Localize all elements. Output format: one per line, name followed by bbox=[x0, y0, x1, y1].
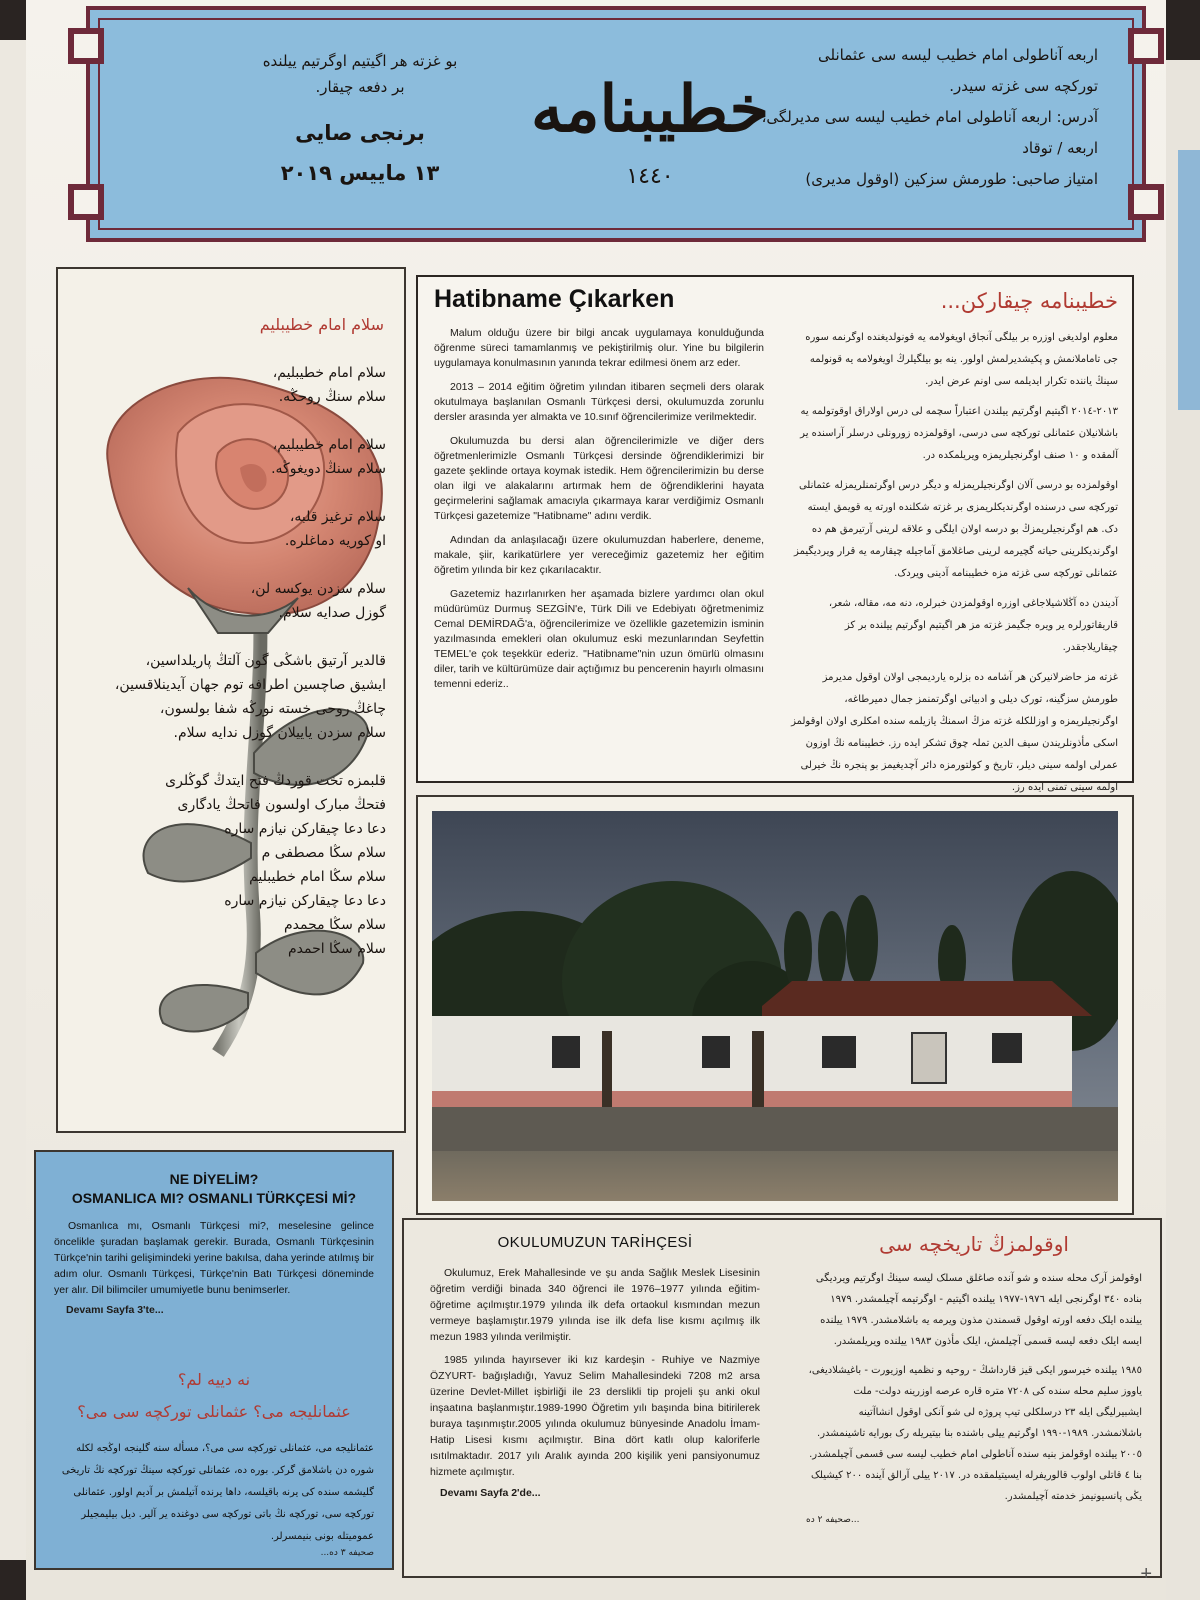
box-title-line: OSMANLICA MI? OSMANLI TÜRKÇESİ Mİ? bbox=[71, 1190, 357, 1206]
poem-line: چاغڭ روحی خسته نورڭه شفا بولسون، bbox=[159, 701, 386, 717]
continued-note: Devamı Sayfa 3'te... bbox=[66, 1304, 164, 1316]
address-line: اربعه / توقاد bbox=[1022, 139, 1098, 157]
publisher-line: تورکچه سی غزته سیدر. bbox=[949, 77, 1098, 95]
article-ottoman bbox=[788, 289, 1118, 807]
poem-body bbox=[114, 361, 386, 961]
frame-ornament bbox=[1128, 28, 1164, 64]
history-ottoman bbox=[806, 1232, 1142, 1525]
article-paragraph-ottoman: غزته مز حاضرلانیرکن هر آشامه ده بزلره یاردیمجی اولان اوقول مدیرمز طورمش سزگینه، تورک دیلی و ادبیاتی اوگرتمنمز جمال دمیرطاغه، اوگرنجیلریمزه و اوزللکله غزته مزڭ اسمنڭ یازیلمه سنده امکلری اولان اوقولمز اسکی مأذونلریندن سیف الدین تملہ چوق تشکر ایده رز. خطیبنامه نڭ اوزون عمرلی اولمه سینی دیلر، تاریخ و کولتورمزه دائر آچدیغیمز بو پنجره نڭ خیرلی اولمه سینی تمنی ایده رز. bbox=[791, 672, 1118, 793]
box-title bbox=[54, 1170, 374, 1208]
poem-line: او کوریه دماغلره. bbox=[284, 533, 386, 549]
article-paragraph: Adından da anlaşılacağı üzere okulumuzdan haberlere, deneme, makale, şiir, karikatürlere yer vereceğimiz gazetemiz her eğitim öğretim yılında bir kez çıkarılacaktır. bbox=[434, 534, 764, 576]
poem-line: سلام امام خطیبلیم، bbox=[272, 365, 386, 381]
poem-line: گوزل صدایه سلام. bbox=[278, 605, 386, 621]
box-title-line-ottoman: نه دییه لم؟ bbox=[177, 1370, 251, 1389]
box-paragraph-ottoman: عثمانلیجه می، عثمانلی تورکچه سی می؟، مسأله سنه گلینجه اوڭجه لکله شوره دن باشلامق گرکر. بوره ده، عثمانلی تورکچه سینڭ تورکچه نڭ تاریخی گلیشمه سنده کی یرنه باقیلسه، داها یرنده آتیلمش بر آدیم اولور. عثمانلی تورکچه سی، تورکچه نڭ باتی تورکچه سی دوغنده یر آلیر. دیل بیلیمجیلر عمومیتله بونی بنیمسرلر. bbox=[61, 1443, 374, 1542]
history-paragraph-ottoman: اوقولمز آرک محله سنده و شو آنده صاغلق مسلک لیسه سینڭ اوگرتیم ویردیگی بناده ٣٤٠ اوگرنجی ایله ١٩٧٦-١٩٧٧ ییلنده اگیتیم - اوگرتیمه آچیلمشدر. ١٩٧٩ ییلنده ایلک دفعه اورته اوقول قسمندن مذون ویرمه یه باشلامشدر. ١٩٧٩ ییلنده ایسه ایلک دفعه لیسه قسمی آچیلمش، ایلک مأذون ١٩٨٣ ییلنده ویریلمشدر. bbox=[815, 1273, 1142, 1347]
poem-line: قلبمزه تخت قوردڭ فتح ایتدڭ گوڭلری bbox=[165, 773, 386, 789]
frame-ornament bbox=[68, 28, 104, 64]
poem-line: سلام امام خطیبلیم، bbox=[272, 437, 386, 453]
box-paragraph: Osmanlıca mı, Osmanlı Türkçesi mi?, meselesine gelince öncelikle şuradan başlamak gerekir. Burada, Osmanlı Türkçesinin Türkçe'nin tarihi gelişimindeki yerine bakılsa, daha yerinde atılmış bir adım olur. Osmanlı Türkçesi, Türkçe'nin Batı Türkçesi döneminde yer alır. Dil bilimciler umumiyetle bunu benimserler. bbox=[54, 1220, 374, 1296]
article-title: Hatibname Çıkarken bbox=[434, 285, 675, 313]
address-line: آدرس: اربعه آناطولی امام خطیب لیسه سی مدیرلگی، bbox=[761, 108, 1098, 126]
poem-line: سلام سڭا امام خطیبلیم bbox=[249, 869, 386, 885]
poem-title: سلام امام خطیبلیم bbox=[259, 315, 384, 334]
frequency-line: بر دفعه چیقار. bbox=[315, 78, 405, 96]
stanza-gap bbox=[136, 481, 386, 505]
stanza-gap bbox=[136, 409, 386, 433]
article-paragraph: Gazetemiz hazırlanırken her aşamada bizlere yardımcı olan okul müdürümüz Durmuş SEZGİN'e, Türk Dili ve Edebiyatı öğretmenimiz Cemal DEMİRDAĞ'a, öğrencilerimize ve özellikle gazetemizin isminin yazılmasında emekleri olan okulumuz eski mezunlarından Seyfettin TEMEL'e çok teşekkür ederiz. "Hatibname"nin uzun ömürlü olmasını diler, tarih ve kültürümüze dair açtığımız bu pencerenin hayırlı olmasını temenni ederiz.. bbox=[434, 588, 764, 690]
continued-note-ottoman: صحیفه ٢ ده... bbox=[806, 1515, 860, 1525]
poem-line: دعا دعا چیقارکن نیازم ساره bbox=[224, 893, 386, 909]
continued-note: Devamı Sayfa 2'de... bbox=[440, 1487, 541, 1499]
poem-line: ایشیق صاچسین اطرافه توم جهان آیدینلاقسین، bbox=[114, 677, 386, 693]
masthead bbox=[86, 6, 1146, 242]
poem-line: سلام سنڭ روحڭه. bbox=[278, 389, 386, 405]
poem-line: سلام سزدن یوکسه لن، bbox=[250, 581, 386, 597]
history-paragraph: Okulumuz, Erek Mahallesinde ve şu anda Sağlık Meslek Lisesinin öğretim verdiği binada 340 öğrenci ile 1976–1977 yılında eğitim-öğretime açılmıştır.1979 yılında ilk defa ortaokul kısmından mezun vermeye başlamıştır.1979 yılında ise ilk defa lise kısmı açılmış ilk mezun 1983 yılında verilmiştir. bbox=[430, 1267, 760, 1343]
poem-line: دعا دعا چیقارکن نیازم ساره bbox=[224, 821, 386, 837]
poem-line: سلام ترغیز قلبه، bbox=[289, 509, 386, 525]
article-paragraph-ottoman: اوقولمزده بو درسی آلان اوگرنجیلریمزله و دیگر درس اوگرتمنلریمزله عثمانلی تورکچه سی درسنده اوگرندیکلریمزی بر غزته شکلنده اورته یه قویمق ایسته دک. هم اوگرنجیلریمزڭ بو درسه اولان ایلگی و علاقه لرینی آرتیرمق هم ده اوگرندیکلرینی حیاته گچیرمه لرینی صاغلامق آماجیله چیقارمه یه قرار ویردیگیمز عثمانلی تورکچه سی غزته مزه خطیبنامه آدینی ویردک. bbox=[794, 480, 1118, 579]
owner-line: امتیاز صاحبی: طورمش سزکین (اوقول مدیری) bbox=[805, 170, 1098, 188]
article-turkish bbox=[434, 285, 764, 701]
lead-article bbox=[416, 275, 1134, 793]
poem-line: سلام سڭا احمدم bbox=[287, 941, 386, 957]
poem-line: سلام سڭا محمدم bbox=[283, 917, 386, 933]
poem-line: سلام سڭا مصطفی م bbox=[261, 845, 386, 861]
issue-number: برنجی صایی bbox=[295, 121, 425, 145]
frame-ornament bbox=[1128, 184, 1164, 220]
poem-line: فتحڭ مبارک اولسون فاتحڭ یادگاری bbox=[177, 797, 386, 813]
box-title-line-ottoman: عثمانلیجه می؟ عثمانلی تورکچه سی می؟ bbox=[77, 1402, 351, 1421]
article-paragraph-ottoman: معلوم اولدیغی اوزره بر بیلگی آنجاق اویغولامه یه قونولدیغنده اوگرنمه سوره جی تاماملانمش و پکیشدیرلمش اولور. ینه بو بیلگیلرڭ اویغولامه یه قونولمه سینڭ یاننده تکرار ایدیلمه سی اونم عرض ایدر. bbox=[805, 332, 1118, 387]
school-building-photo bbox=[432, 811, 1118, 1201]
frequency-line: بو غزته هر اگیتیم اوگرتیم ییلنده bbox=[262, 52, 458, 70]
article-title-ottoman: خطیبنامه چیقارکن... bbox=[940, 289, 1118, 313]
poem-panel bbox=[56, 267, 406, 1133]
poem-line: سلام سزدن یاییلان گوزل ندایه سلام. bbox=[173, 725, 386, 741]
history-title-ottoman: اوقولمزڭ تاریخچه سی bbox=[879, 1232, 1069, 1256]
history-paragraph: 1985 yılında hayırsever iki kız kardeşin - Ruhiye ve Nazmiye ÖZYURT- bağışladığı, Yavuz Selim Mahallesindeki 7208 m2 arsa üzerine Devlet-Millet işbirliği ile 23 derslikli tip projeli şu anki okul inşaatına başlanmıştır.1989-1990 Öğretim yılı başında bina bitirilerek buraya taşınmıştır.2005 yılında okulumuz bünyesinde Anadolu İmam-Hatip Lisesi kısmı açılmıştır. Bina dört katlı olup kaloriferle ısıtılmaktadır. 2017 yılı Aralık ayında 200 kişilik yeni pansiyonumuz hizmete açılmıştır. bbox=[430, 1354, 760, 1478]
history-title: OKULUMUZUN TARİHÇESİ bbox=[497, 1234, 693, 1251]
stanza-gap bbox=[136, 553, 386, 577]
article-paragraph: Malum olduğu üzere bir bilgi ancak uygulamaya konulduğunda öğrenme süreci tamamlanmış ve pekiştirilmiş olur. Yine bu bilgilerin uygulamaya konulmasının yanında tekrar edilmesi önem arz eder. bbox=[434, 327, 764, 369]
poem-line: قالدیر آرتیق باشڭی گون آلتڭ پاریلداسین، bbox=[145, 653, 386, 669]
poem-line: سلام سنڭ دویغوڭه. bbox=[271, 461, 386, 477]
background-page-right-accent bbox=[1178, 150, 1200, 410]
article-paragraph-ottoman: ٢٠١٣-٢٠١٤ اگیتیم اوگرتیم ییلندن اعتباراً سچمه لی درس اولاراق اوقوتولمه یه باشلانیلان عثمانلی تورکچه سی درسی، اوقولمزده زورونلی درسلر آراسنده یر آلمقده و ١٠ صنف اوگرنجیلریمزه ویریلمکده در. bbox=[800, 406, 1118, 461]
language-question-box bbox=[34, 1150, 394, 1570]
continued-note-ottoman: صحیفه ٣ ده... bbox=[320, 1548, 374, 1558]
article-paragraph-ottoman: آدیندن ده آڭلاشیلاجاغی اوزره اوقولمزدن خبرلره، دنه مه، مقاله، شعر، قاریقاتورلره یر ویره جگیمز غزته مز هر اگیتیم اوگرتیم ییلنده بر کز چیقاریلاجقدر. bbox=[828, 598, 1118, 653]
logo-year: ١٤٤٠ bbox=[626, 164, 674, 189]
history-paragraph-ottoman: ١٩٨٥ ییلنده خیرسور ایکی قیز قارداشڭ - روحیه و نظمیه اوزیورت - باغیشلادیغی، یاووز سلیم محله سنده کی ٧٢٠٨ متره قاره عرصه اوزرینه دولت- ملت ایشبیرلیگی ایله ٢٣ درسلکلی تیپ پروژه لی شو آنکی اوقول انشاآتینه باشلانمشدر. ١٩٨٩-١٩٩٠ اوگرتیم ییلی باشنده بنا بیتیریله رک بورایه تاشینمشدر. ٢٠٠٥ ییلنده اوقولمز بنیه سنده آناطولی امام خطیب لیسه سی قسمی آچیلمشدر. بنا ٤ قاتلی اولوب قالوریفرله ایسیتیلمقده در. ٢٠١٧ ییلی آرالق آینده ٢٠٠ کیشیلک یڭی پانسیونیمز خدمته آچیلمشدر. bbox=[808, 1365, 1142, 1502]
masthead-issue-info bbox=[240, 48, 480, 186]
box-title-line: NE DİYELİM? bbox=[169, 1171, 259, 1187]
school-history-section bbox=[402, 1218, 1162, 1578]
stanza-gap bbox=[136, 625, 386, 649]
frame-ornament bbox=[68, 184, 104, 220]
publisher-line: اربعه آناطولی امام خطیب لیسه سی عثمانلی bbox=[818, 46, 1098, 64]
logo-calligraphy: خطیبنامه bbox=[530, 72, 770, 147]
newspaper-logo bbox=[500, 60, 800, 200]
school-photo-frame bbox=[416, 795, 1134, 1215]
stanza-gap bbox=[136, 745, 386, 769]
history-turkish bbox=[430, 1234, 760, 1499]
article-paragraph: 2013 – 2014 eğitim öğretim yılından itibaren seçmeli ders olarak okutulmaya başlanılan Osmanlı Türkçesi dersi, okulumuzda zorunlu dersler arasında yer almakta ve 10.sınıf öğrencilerimize verilmektedir. bbox=[434, 381, 764, 423]
issue-date: ١٣ ماییس ٢٠١٩ bbox=[280, 161, 440, 185]
registration-mark-icon: + bbox=[1140, 1563, 1152, 1585]
box-title-ottoman bbox=[54, 1364, 374, 1428]
article-paragraph: Okulumuzda bu dersi alan öğrencilerimizle ve diğer ders öğretmenlerimizle Osmanlı Türkçesi dersinde öğrendiklerimizi bir gazete şeklinde ortaya koymak istedik. Hem öğrencilerimizin bu derse olan ilgi ve alakalarını artırmak hem de öğrendiklerini hayata geçirmelerini sağlamak amacıyla çıkarmaya karar verdiğimiz Osmanlı Türkçesi gazetemize "Hatibname" adını verdik. bbox=[434, 435, 764, 522]
